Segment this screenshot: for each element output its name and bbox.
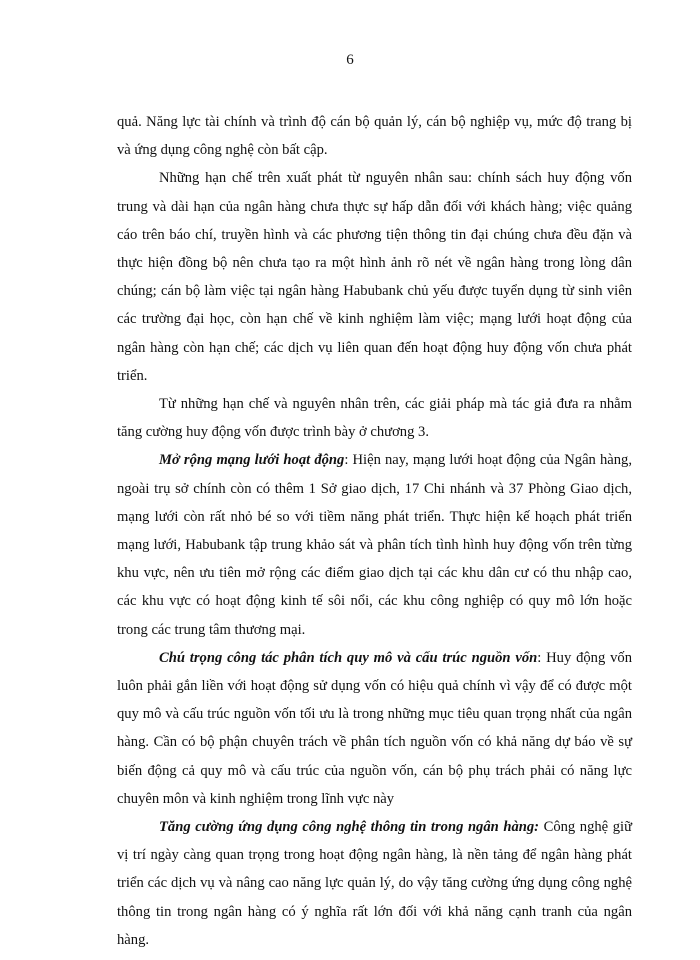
- paragraph-4: [117, 446, 632, 643]
- paragraph-5-body: : Huy động vốn luôn phải gắn liền với hoạt động sử dụng vốn có hiệu quả chính vì vậy để có được một quy mô và cấu trúc nguồn vốn tối ưu là trong những mục tiêu quan trọng nhất của ngân hàng. Cần có bộ phận chuyên trách về phân tích nguồn vốn có khả năng dự báo về sự biến động cả quy mô và cấu trúc của nguồn vốn, cán bộ phụ trách phải có năng lực chuyên môn và kinh nghiệm trong lĩnh vực này: [117, 649, 632, 807]
- heading-network-expansion: Mở rộng mạng lưới hoạt động: [159, 452, 345, 469]
- paragraph-2: Những hạn chế trên xuất phát từ nguyên nhân sau: chính sách huy động vốn trung và dài hạn của ngân hàng chưa thực sự hấp dẫn đối với khách hàng; việc quảng cáo trên báo chí, truyền hình và các phương tiện thông tin đại chúng chưa đều đặn và thực hiện đồng bộ nên chưa tạo ra một hình ảnh rõ nét về ngân hàng trong lòng dân chúng; cán bộ làm việc tại ngân hàng Habubank chủ yếu được tuyển dụng từ sinh viên các trường đại học, còn hạn chế về kinh nghiệm làm việc; mạng lưới hoạt động của ngân hàng còn hạn chế; các dịch vụ liên quan đến hoạt động huy động vốn chưa phát triển.: [117, 170, 632, 384]
- paragraph-1: quả. Năng lực tài chính và trình độ cán bộ quản lý, cán bộ nghiệp vụ, mức độ trang bị và ứng dụng công nghệ còn bất cập.: [117, 114, 632, 159]
- paragraph-6: [117, 813, 632, 954]
- body-text: [117, 108, 632, 954]
- paragraph-5: [117, 644, 632, 813]
- paragraph-4-body: : Hiện nay, mạng lưới hoạt động của Ngân hàng, ngoài trụ sở chính còn có thêm 1 Sở giao dịch, 17 Chi nhánh và 37 Phòng Giao dịch, mạng lưới còn rất nhỏ bé so với tiềm năng phát triển. Thực hiện kế hoạch phát triển mạng lưới, Habubank tập trung khảo sát và phân tích tình hình huy động vốn trên từng khu vực, nên ưu tiên mở rộng các điểm giao dịch tại các khu dân cư có thu nhập cao, các khu vực có hoạt động kinh tế sôi nổi, các khu công nghiệp có quy mô lớn hoặc trong các trung tâm thương mại.: [117, 452, 632, 638]
- paragraph-3: Từ những hạn chế và nguyên nhân trên, các giải pháp mà tác giả đưa ra nhằm tăng cường huy động vốn được trình bày ở chương 3.: [117, 396, 632, 441]
- heading-it-application: Tăng cường ứng dụng công nghệ thông tin trong ngân hàng:: [159, 819, 540, 836]
- paragraph-6-body: Công nghệ giữ vị trí ngày càng quan trọng trong hoạt động ngân hàng, là nền tảng để ngân hàng phát triển các dịch vụ và nâng cao năng lực quản lý, do vậy tăng cường ứng dụng công nghệ thông tin trong ngân hàng có ý nghĩa rất lớn đối với khả năng cạnh tranh của ngân hàng.: [117, 819, 632, 948]
- page-number: 6: [346, 52, 354, 68]
- heading-capital-analysis: Chú trọng công tác phân tích quy mô và cấu trúc nguồn vốn: [159, 649, 538, 666]
